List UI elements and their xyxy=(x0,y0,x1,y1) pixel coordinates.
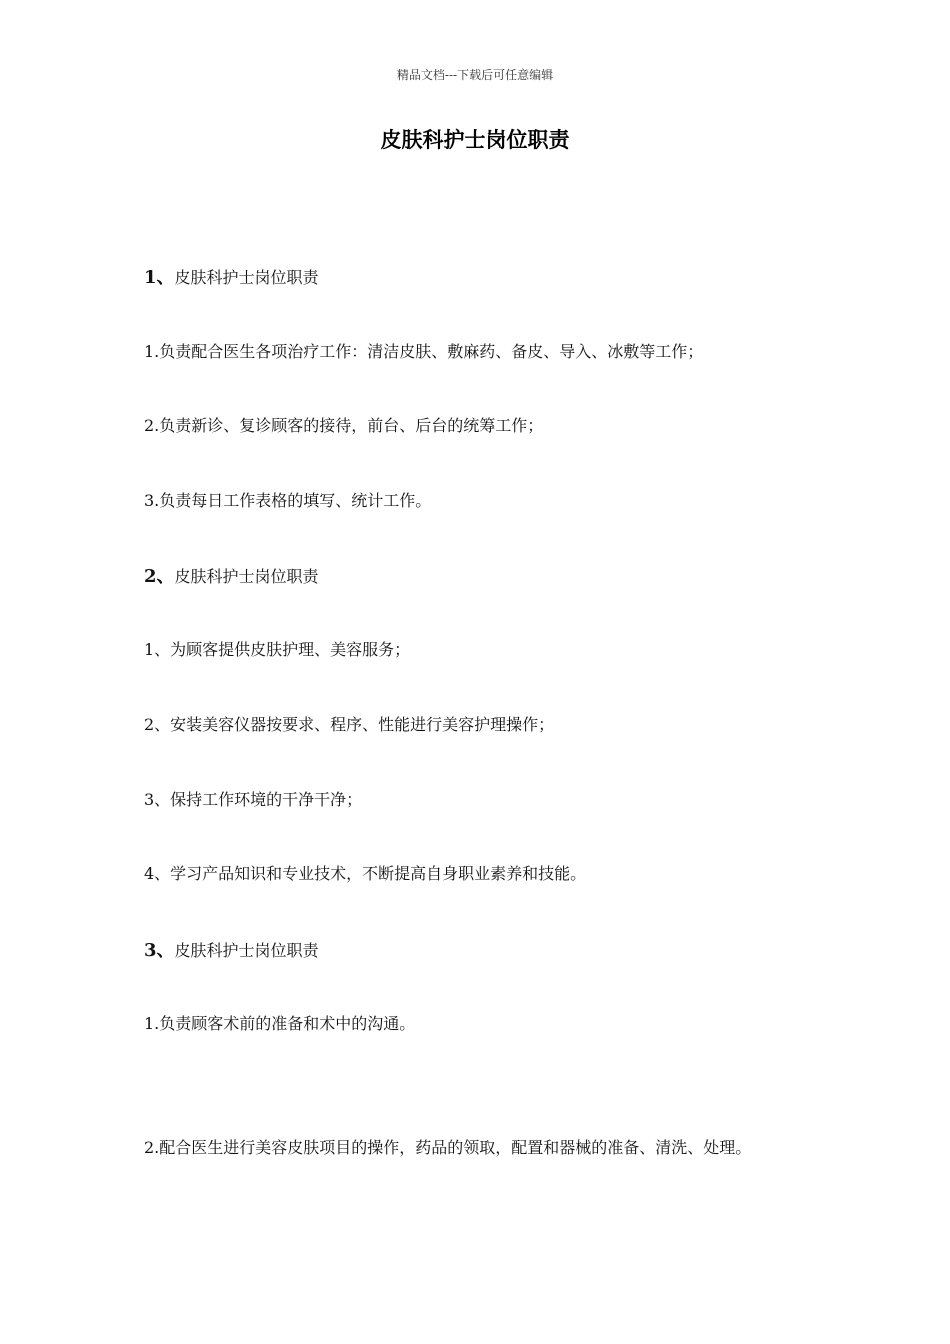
list-item: 2.负责新诊、复诊顾客的接待，前台、后台的统筹工作； xyxy=(144,416,544,435)
list-item: 2.配合医生进行美容皮肤项目的操作，药品的领取，配置和器械的准备、清洗、处理。 xyxy=(144,1138,752,1157)
page-header-note: 精品文档---下载后可任意编辑 xyxy=(396,68,554,82)
list-item: 4、学习产品知识和专业技术，不断提高自身职业素养和技能。 xyxy=(144,864,587,883)
list-item: 1.负责顾客术前的准备和术中的沟通。 xyxy=(144,1014,416,1033)
document-title: 皮肤科护士岗位职责 xyxy=(380,127,570,152)
section-number: 2、 xyxy=(144,566,175,587)
section-heading xyxy=(144,936,319,962)
section-title: 皮肤科护士岗位职责 xyxy=(174,941,319,960)
list-item: 1、为顾客提供皮肤护理、美容服务； xyxy=(144,640,411,659)
section-number: 1、 xyxy=(144,267,175,288)
list-item: 2、安装美容仪器按要求、程序、性能进行美容护理操作； xyxy=(144,715,555,734)
section-heading xyxy=(144,562,319,588)
list-item: 3.负责每日工作表格的填写、统计工作。 xyxy=(144,491,432,510)
section-title: 皮肤科护士岗位职责 xyxy=(174,567,319,586)
list-item: 1.负责配合医生各项治疗工作：清洁皮肤、敷麻药、备皮、导入、冰敷等工作； xyxy=(144,342,704,361)
list-item: 3、保持工作环境的干净干净； xyxy=(144,790,363,809)
section-number: 3、 xyxy=(144,940,175,961)
section-title: 皮肤科护士岗位职责 xyxy=(174,268,319,287)
section-heading xyxy=(144,263,319,289)
